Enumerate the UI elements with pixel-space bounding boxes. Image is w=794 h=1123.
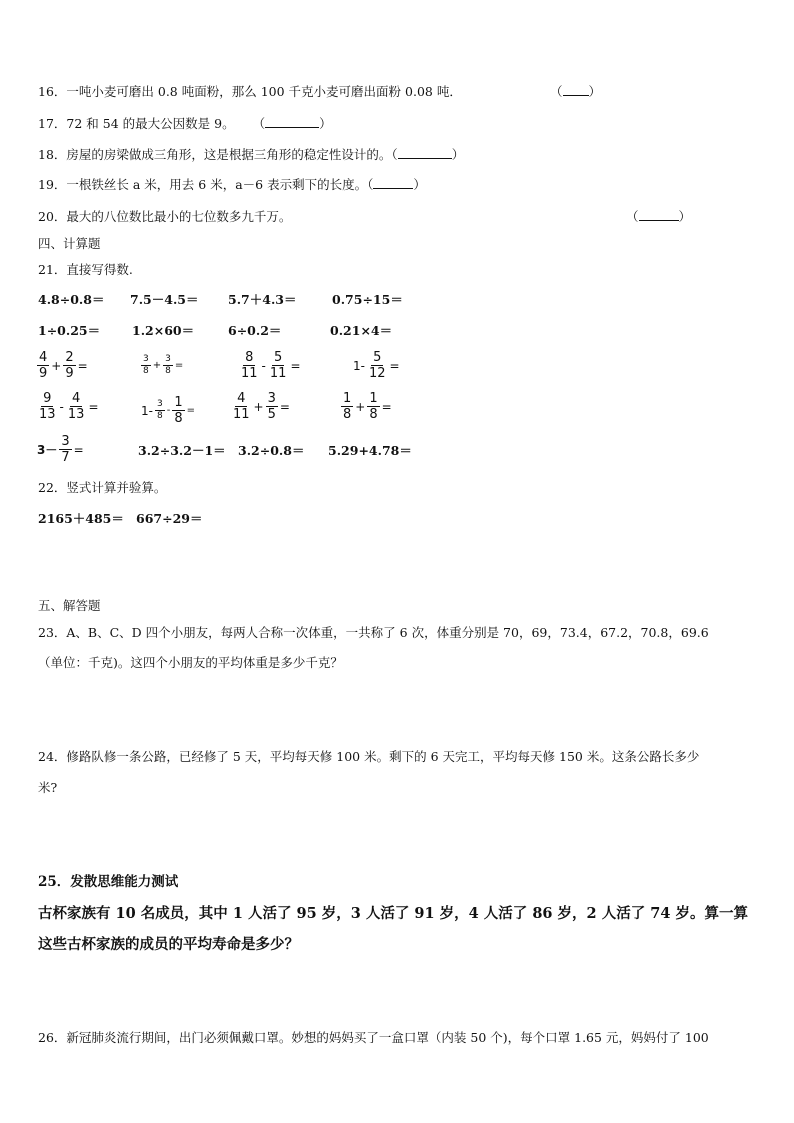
fraction: $\frac{9}{13}$ [39,391,56,422]
calc-r2-c: 6÷0.2＝ [228,323,282,338]
question-18-text: 18．房屋的房梁做成三角形，这是根据三角形的稳定性设计的。 [38,147,392,162]
calc-r4-d: $\frac{1}{8}$ + $\frac{1}{8}$ = [343,391,392,422]
fraction: $\frac{3}{7}$ [61,434,70,465]
fraction: $\frac{3}{8}$ [143,354,149,376]
fraction: $\frac{4}{9}$ [39,350,48,381]
section-5-title: 五、解答题 [38,598,101,613]
fraction: $\frac{1}{8}$ [174,395,183,426]
answer-blank-17[interactable]: （ ） [252,116,332,131]
fraction: $\frac{4}{11}$ [233,391,250,422]
question-25-title: 25．发散思维能力测试 [38,874,179,890]
calc-r5-a: 3－ $\frac{3}{7}$ = [37,434,84,465]
question-20 [38,209,291,225]
calc-r3-d: 1- $\frac{5}{12}$ = [353,350,400,381]
fraction: $\frac{1}{8}$ [343,391,352,422]
calc-r1-d: 0.75÷15＝ [332,292,403,307]
question-17 [38,116,332,132]
calc-r4-a: $\frac{9}{13}$ - $\frac{4}{13}$ = [39,391,99,422]
question-20-text: 20．最大的八位数比最小的七位数多九千万。 [38,209,292,224]
fraction: $\frac{5}{11}$ [269,350,287,381]
fraction: $\frac{3}{8}$ [165,354,171,376]
question-22-title: 22．竖式计算并验算。 [38,480,167,495]
answer-blank-19[interactable]: （ ） [367,177,426,192]
calc-r5-c: 3.2÷0.8＝ [238,443,305,458]
calc-r2-a: 1÷0.25＝ [38,323,101,338]
fraction: $\frac{4}{13}$ [67,391,85,422]
question-24-line-2: 米? [38,780,58,795]
calc-r4-c: $\frac{4}{11}$ + $\frac{3}{5}$ = [233,391,290,422]
calc-r5-b: 3.2÷3.2－1＝ [138,443,226,458]
question-26-line-1: 26．新冠肺炎流行期间，出门必须佩戴口罩。妙想的妈妈买了一盒口罩（内装 50 个)，每个口罩 1.65 元，妈妈付了 100 [38,1030,709,1045]
question-23-line-2: （单位：千克)。这四个小朋友的平均体重是多少千克？ [38,655,343,670]
fraction: $\frac{3}{8}$ [156,399,163,421]
question-25-line-2: 这些古杯家族的成员的平均寿命是多少？ [38,936,299,953]
question-23-line-1: 23．A、B、C、D 四个小朋友，每两人合称一次体重，一共称了 6 次，体重分别是 70，69，73.4，67.2，70.8，69.6 [38,625,709,640]
question-16 [38,84,462,100]
question-17-text: 17．72 和 54 的最大公因数是 9。 [38,116,235,131]
calc-r3-a: $\frac{4}{9}$ + $\frac{2}{9}$ = [39,350,88,381]
calc-r3-c: $\frac{8}{11}$ - $\frac{5}{11}$ = [241,350,301,381]
fraction: $\frac{8}{11}$ [241,350,258,381]
question-24-line-1: 24．修路队修一条公路，已经修了 5 天，平均每天修 100 米。剩下的 6 天完工，平均每天修 150 米。这条公路长多少 [38,749,700,764]
fraction: $\frac{3}{5}$ [267,391,276,422]
calc-r2-b: 1.2×60＝ [132,323,195,338]
calc-r1-a: 4.8÷0.8＝ [38,292,105,307]
fraction: $\frac{1}{8}$ [369,391,378,422]
section-4-title: 四、计算题 [38,236,101,251]
question-25-line-1: 古杯家族有 10 名成员，其中 1 人活了 95 岁，3 人活了 91 岁，4 人活了 86 岁，2 人活了 74 岁。算一算 [38,905,748,922]
answer-blank-20[interactable]: （ ） [626,209,692,224]
calc-r4-b: 1- $\frac{3}{8}$ - $\frac{1}{8}$ = [141,395,195,426]
calc-r1-b: 7.5－4.5＝ [130,292,199,307]
calc-r5-d: 5.29+4.78＝ [328,443,412,458]
calc-22-a: 2165＋485＝ [38,511,124,526]
calc-r3-b: $\frac{3}{8}$ + $\frac{3}{8}$ = [143,354,184,376]
calc-r1-c: 5.7＋4.3＝ [228,292,297,307]
calc-r2-d: 0.21×4＝ [330,323,393,338]
question-21-title: 21．直接写得数. [38,262,133,277]
calc-22-b: 667÷29＝ [136,511,203,526]
fraction: $\frac{2}{9}$ [65,350,74,381]
question-18 [38,147,464,163]
question-16-text: 16．一吨小麦可磨出 0.8 吨面粉，那么 100 千克小麦可磨出面粉 0.08 吨． [38,84,462,99]
question-19-text: 19．一根铁丝长 a 米，用去 6 米，a－6 表示剩下的长度。 [38,177,368,192]
fraction: $\frac{5}{12}$ [368,350,386,381]
answer-blank-16[interactable]: （ ） [550,84,602,99]
answer-blank-18[interactable]: （ ） [391,147,465,162]
question-19 [38,177,426,193]
